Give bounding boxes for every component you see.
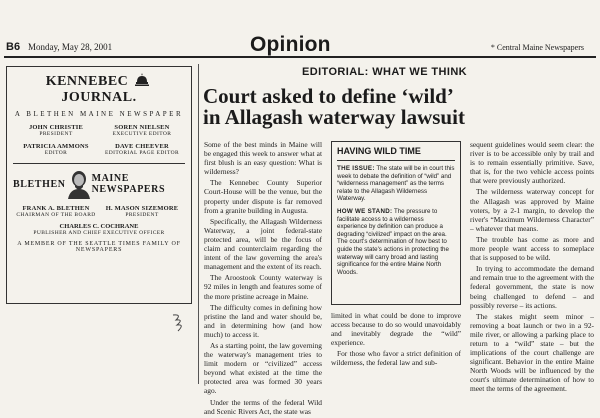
- staff-name: H. MASON SIZEMORE: [105, 205, 179, 212]
- masthead-title-left: KENNEBEC: [45, 74, 129, 89]
- issue-text: The state will be in court this week to debate the definition of “wild” and “wilderness management” as the terms relate to the Allagash Wilderness Waterway.: [337, 165, 455, 203]
- capitol-dome-icon: [134, 73, 150, 87]
- editorial-kicker: EDITORIAL: WHAT WE THINK: [302, 66, 468, 78]
- founder-portrait-icon: [66, 169, 92, 199]
- staff-role: PRESIDENT: [39, 131, 73, 137]
- masthead-title-right: JOURNAL.: [61, 90, 137, 105]
- staff-role: CHAIRMAN OF THE BOARD: [16, 212, 96, 218]
- paragraph: The Kennebec County Superior Court-House will be the venue, but the property under dispute is far removed from a granite building in Augusta.: [204, 178, 322, 215]
- paragraph: The wilderness waterway concept for the Allagash was approved by Maine voters, by a 2-1 margin, to develop the river's “Maximum Wilderness Character” – whatever that means.: [470, 187, 594, 233]
- staff-name: FRANK A. BLETHEN: [22, 205, 90, 212]
- editorial-headline: [203, 86, 593, 128]
- headline-line-2: in Allagash waterway lawsuit: [203, 105, 465, 129]
- issue-label: THE ISSUE:: [337, 165, 375, 172]
- staff-name: PATRICIA AMMONS: [23, 143, 89, 150]
- blethen-banner: [13, 169, 185, 199]
- article-column-2: [331, 311, 461, 370]
- box-title: HAVING WILD TIME: [337, 146, 421, 156]
- member-line: A MEMBER OF THE SEATTLE TIMES FAMILY OF NEWSPAPERS: [17, 241, 181, 253]
- staff-name: SOREN NIELSEN: [114, 124, 170, 131]
- masthead-subtitle: A BLETHEN MAINE NEWSPAPER: [14, 110, 184, 118]
- paragraph: Specifically, the Allagash Wilderness Waterway, a joint federal-state protected area, will be the focus of claim and counterclaim regarding the intent of the law governing the area's management and the extent of its reach.: [204, 216, 322, 272]
- staff-role: EXECUTIVE EDITOR: [112, 131, 172, 137]
- having-wild-time-box: [331, 141, 461, 305]
- series-label: * Central Maine Newspapers: [490, 43, 584, 52]
- handwritten-mark-icon: [170, 312, 188, 334]
- staff-role: PRESIDENT: [125, 212, 159, 218]
- publisher-role: PUBLISHER AND CHIEF EXECUTIVE OFFICER: [33, 230, 165, 236]
- header-rule: [4, 56, 596, 58]
- masthead-title: [13, 73, 185, 106]
- blethen-left: BLETHEN: [13, 178, 66, 190]
- staff-role: EDITOR: [44, 150, 68, 156]
- staff-name: DAVE CHEEVER: [115, 143, 169, 150]
- staff-row-2: [13, 143, 185, 156]
- paragraph: sequent guidelines would seem clear: the river is to be accessible only by trail and is to remain essentially primitive. Save, that is, for the two vehicle access points that were previously authorized.: [470, 140, 594, 186]
- page-header: [0, 0, 600, 56]
- staff-role: EDITORIAL PAGE EDITOR: [104, 150, 180, 156]
- section-title: Opinion: [250, 33, 331, 56]
- box-divider: [337, 160, 455, 161]
- stand-label: HOW WE STAND:: [337, 207, 393, 215]
- masthead-box: [6, 66, 192, 304]
- stand-text: The pressure to facilitate access to a wilderness experience by definition can produce a degrading “civilized” impact on the area. The court's determination of how best to guide the state's actions in protecting the waterway will carry broad and lasting significance for the entire Maine North Woods.: [337, 207, 449, 276]
- publisher-name: CHARLES C. COCHRANE: [59, 223, 139, 230]
- publisher-block: [13, 223, 185, 236]
- paragraph: The stakes might seem minor – removing a boat launch or two in a 92-mile river, or allowing a parking place to return to a “wild” state – but the implications of the court challenge are significant. Behavior in the entire Maine North Woods will be influenced by the court's ultimate determination of how to meet the terms of the agreement.: [470, 311, 594, 394]
- paragraph: As a starting point, the law governing the waterway's management tries to limit modern or “civilized” access beyond what existed at the time the protected area was formed 30 years ago.: [204, 340, 322, 396]
- paragraph: In trying to accommodate the demand and remain true to the agreement with the federal government, the state is now being challenged to defend – and possibly reverse – its actions.: [470, 264, 594, 310]
- article-column-3: [470, 140, 594, 396]
- box-issue: [337, 165, 455, 203]
- blethen-right: MAINE NEWSPAPERS: [91, 173, 166, 195]
- article-column-1: [204, 140, 322, 418]
- page-number: B6: [6, 41, 21, 53]
- paragraph: The difficulty comes in defining how pristine the land and water should be, and in determining how (and how much) to access it.: [204, 302, 322, 339]
- staff-name: JOHN CHRISTIE: [28, 124, 84, 131]
- paragraph: The Aroostook County waterway is 92 miles in length and features some of the more pristine acreage in Maine.: [204, 273, 322, 301]
- paragraph: Under the terms of the federal Wild and Scenic Rivers Act, the state was: [204, 397, 322, 416]
- paragraph: For those who favor a strict definition of wilderness, the federal law and sub-: [331, 349, 461, 368]
- column-rule: [198, 64, 199, 384]
- publication-date: Monday, May 28, 2001: [28, 42, 113, 52]
- paragraph: limited in what could be done to improve access because to do so would unavoidably and inevitably degrade the “wild” experience.: [331, 311, 461, 348]
- staff-row-3: [13, 205, 185, 218]
- staff-row-1: [13, 124, 185, 137]
- paragraph: The trouble has come as more and more people want access to someplace that is supposed to be wild.: [470, 234, 594, 263]
- box-stand: [337, 208, 455, 276]
- masthead-divider: [13, 163, 185, 164]
- headline-line-1: Court asked to define ‘wild’: [203, 84, 454, 108]
- paragraph: Some of the best minds in Maine will be engaged this week to answer what at first blush is an easy question: What is wilderness?: [204, 140, 322, 177]
